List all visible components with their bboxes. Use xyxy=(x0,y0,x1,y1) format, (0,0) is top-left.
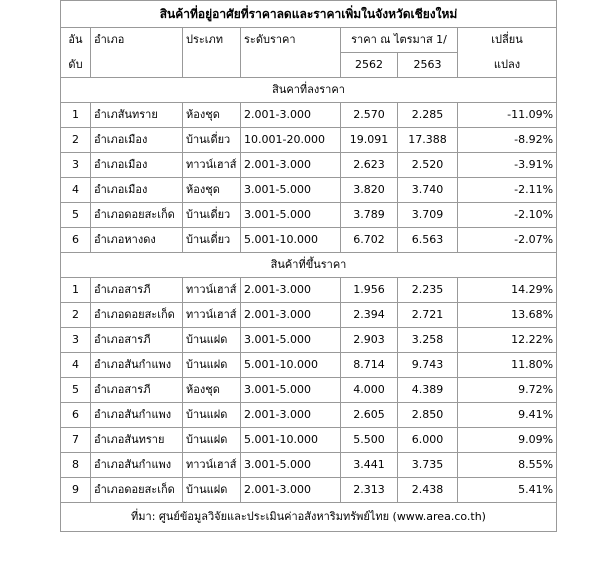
district-cell: อำเภอหางดง xyxy=(91,228,183,253)
district-cell: อำเภอสารภี xyxy=(91,328,183,353)
header-district: อำเภอ xyxy=(91,28,183,53)
price-2562-cell: 2.903 xyxy=(341,328,398,353)
header-type: ประเภท xyxy=(183,28,241,53)
section-title: สินค้าที่ขึ้นราคา xyxy=(61,253,557,278)
price-2563-cell: 6.000 xyxy=(398,428,458,453)
table-row xyxy=(61,303,557,328)
price-range-cell: 3.001-5.000 xyxy=(241,453,341,478)
rank-cell: 1 xyxy=(61,278,91,303)
price-2563-cell: 2.721 xyxy=(398,303,458,328)
price-range-cell: 2.001-3.000 xyxy=(241,278,341,303)
rank-cell: 2 xyxy=(61,128,91,153)
price-2562-cell: 19.091 xyxy=(341,128,398,153)
price-range-cell: 2.001-3.000 xyxy=(241,478,341,503)
header-type-blank xyxy=(183,53,241,78)
table-row xyxy=(61,153,557,178)
header-row-1 xyxy=(61,28,557,53)
change-cell: 11.80% xyxy=(458,353,557,378)
price-range-cell: 3.001-5.000 xyxy=(241,178,341,203)
district-cell: อำเภอเมือง xyxy=(91,128,183,153)
type-cell: ทาวน์เฮาส์ xyxy=(183,153,241,178)
price-table-container xyxy=(60,0,556,567)
rank-cell: 2 xyxy=(61,303,91,328)
header-year-2562: 2562 xyxy=(341,53,398,78)
type-cell: บ้านเดี่ยว xyxy=(183,128,241,153)
rank-cell: 9 xyxy=(61,478,91,503)
price-range-cell: 5.001-10.000 xyxy=(241,428,341,453)
price-2563-cell: 4.389 xyxy=(398,378,458,403)
price-2562-cell: 2.570 xyxy=(341,103,398,128)
price-2562-cell: 2.605 xyxy=(341,403,398,428)
table-row xyxy=(61,178,557,203)
district-cell: อำเภอเมือง xyxy=(91,178,183,203)
source-note: ที่มา: ศูนย์ข้อมูลวิจัยและประเมินค่าอสังหาริมทรัพย์ไทย (www.area.co.th) xyxy=(61,503,557,532)
table-row xyxy=(61,453,557,478)
price-2563-cell: 6.563 xyxy=(398,228,458,253)
price-2563-cell: 2.520 xyxy=(398,153,458,178)
type-cell: บ้านแฝด xyxy=(183,328,241,353)
header-price-range: ระดับราคา xyxy=(241,28,341,53)
price-2562-cell: 3.789 xyxy=(341,203,398,228)
price-2563-cell: 3.258 xyxy=(398,328,458,353)
table-row xyxy=(61,353,557,378)
type-cell: ทาวน์เฮาส์ xyxy=(183,303,241,328)
price-2562-cell: 3.820 xyxy=(341,178,398,203)
table-row xyxy=(61,328,557,353)
price-range-cell: 2.001-3.000 xyxy=(241,103,341,128)
district-cell: อำเภอดอยสะเก็ด xyxy=(91,203,183,228)
change-cell: 14.29% xyxy=(458,278,557,303)
price-2563-cell: 3.740 xyxy=(398,178,458,203)
rank-cell: 3 xyxy=(61,153,91,178)
district-cell: อำเภอสารภี xyxy=(91,278,183,303)
header-change-line2: แปลง xyxy=(458,53,557,78)
price-2563-cell: 2.235 xyxy=(398,278,458,303)
price-2563-cell: 2.850 xyxy=(398,403,458,428)
price-2563-cell: 3.735 xyxy=(398,453,458,478)
change-cell: -3.91% xyxy=(458,153,557,178)
district-cell: อำเภอสันกำแพง xyxy=(91,403,183,428)
change-cell: 5.41% xyxy=(458,478,557,503)
price-2562-cell: 4.000 xyxy=(341,378,398,403)
price-2562-cell: 2.313 xyxy=(341,478,398,503)
rank-cell: 1 xyxy=(61,103,91,128)
rank-cell: 6 xyxy=(61,403,91,428)
change-cell: 9.41% xyxy=(458,403,557,428)
header-year-2563: 2563 xyxy=(398,53,458,78)
district-cell: อำเภอเมือง xyxy=(91,153,183,178)
type-cell: ห้องชุด xyxy=(183,178,241,203)
price-2562-cell: 2.394 xyxy=(341,303,398,328)
rank-cell: 7 xyxy=(61,428,91,453)
header-rank: อัน xyxy=(61,28,91,53)
price-2563-cell: 17.388 xyxy=(398,128,458,153)
table-row xyxy=(61,478,557,503)
table-row xyxy=(61,278,557,303)
source-row xyxy=(61,503,557,532)
district-cell: อำเภอสันกำแพง xyxy=(91,453,183,478)
price-range-cell: 5.001-10.000 xyxy=(241,353,341,378)
table-row xyxy=(61,378,557,403)
title-row xyxy=(61,1,557,28)
rank-cell: 8 xyxy=(61,453,91,478)
type-cell: บ้านแฝด xyxy=(183,428,241,453)
price-2562-cell: 1.956 xyxy=(341,278,398,303)
price-2562-cell: 5.500 xyxy=(341,428,398,453)
price-2563-cell: 3.709 xyxy=(398,203,458,228)
type-cell: ห้องชุด xyxy=(183,378,241,403)
type-cell: บ้านเดี่ยว xyxy=(183,203,241,228)
district-cell: อำเภอสันกำแพง xyxy=(91,353,183,378)
change-cell: 12.22% xyxy=(458,328,557,353)
table-row xyxy=(61,103,557,128)
header-price-quarter: ราคา ณ ไตรมาส 1/ xyxy=(341,28,458,53)
district-cell: อำเภอสารภี xyxy=(91,378,183,403)
type-cell: บ้านเดี่ยว xyxy=(183,228,241,253)
header-rank-line2: ดับ xyxy=(61,53,91,78)
type-cell: บ้านแฝด xyxy=(183,353,241,378)
header-row-2 xyxy=(61,53,557,78)
price-2563-cell: 9.743 xyxy=(398,353,458,378)
change-cell: 13.68% xyxy=(458,303,557,328)
price-2562-cell: 2.623 xyxy=(341,153,398,178)
rank-cell: 5 xyxy=(61,203,91,228)
district-cell: อำเภอดอยสะเก็ด xyxy=(91,478,183,503)
table-title: สินค้าที่อยู่อาศัยที่ราคาลดและราคาเพิ่มในจังหวัดเชียงใหม่ xyxy=(61,1,557,28)
price-range-cell: 2.001-3.000 xyxy=(241,403,341,428)
table-row xyxy=(61,428,557,453)
rank-cell: 5 xyxy=(61,378,91,403)
section-title: สินคาที่ลงราคา xyxy=(61,78,557,103)
price-range-cell: 10.001-20.000 xyxy=(241,128,341,153)
header-district-blank xyxy=(91,53,183,78)
price-range-cell: 2.001-3.000 xyxy=(241,153,341,178)
price-range-cell: 3.001-5.000 xyxy=(241,378,341,403)
change-cell: 8.55% xyxy=(458,453,557,478)
change-cell: -2.10% xyxy=(458,203,557,228)
header-range-blank xyxy=(241,53,341,78)
price-range-cell: 2.001-3.000 xyxy=(241,303,341,328)
price-range-cell: 3.001-5.000 xyxy=(241,328,341,353)
table-row xyxy=(61,403,557,428)
rank-cell: 4 xyxy=(61,353,91,378)
table-row xyxy=(61,128,557,153)
change-cell: -2.07% xyxy=(458,228,557,253)
type-cell: ทาวน์เฮาส์ xyxy=(183,453,241,478)
table-row xyxy=(61,203,557,228)
rank-cell: 3 xyxy=(61,328,91,353)
type-cell: ทาวน์เฮาส์ xyxy=(183,278,241,303)
change-cell: -2.11% xyxy=(458,178,557,203)
price-2563-cell: 2.285 xyxy=(398,103,458,128)
rank-cell: 4 xyxy=(61,178,91,203)
price-table xyxy=(60,0,557,532)
price-range-cell: 5.001-10.000 xyxy=(241,228,341,253)
table-row xyxy=(61,228,557,253)
section-header-row xyxy=(61,78,557,103)
change-cell: -8.92% xyxy=(458,128,557,153)
type-cell: ห้องชุด xyxy=(183,103,241,128)
change-cell: 9.09% xyxy=(458,428,557,453)
price-2563-cell: 2.438 xyxy=(398,478,458,503)
rank-cell: 6 xyxy=(61,228,91,253)
price-2562-cell: 3.441 xyxy=(341,453,398,478)
price-range-cell: 3.001-5.000 xyxy=(241,203,341,228)
price-2562-cell: 6.702 xyxy=(341,228,398,253)
district-cell: อำเภอดอยสะเก็ด xyxy=(91,303,183,328)
price-2562-cell: 8.714 xyxy=(341,353,398,378)
type-cell: บ้านแฝด xyxy=(183,403,241,428)
district-cell: อำเภอสันทราย xyxy=(91,428,183,453)
type-cell: บ้านแฝด xyxy=(183,478,241,503)
header-change: เปลี่ยน xyxy=(458,28,557,53)
district-cell: อำเภสันทราย xyxy=(91,103,183,128)
section-header-row xyxy=(61,253,557,278)
change-cell: 9.72% xyxy=(458,378,557,403)
change-cell: -11.09% xyxy=(458,103,557,128)
